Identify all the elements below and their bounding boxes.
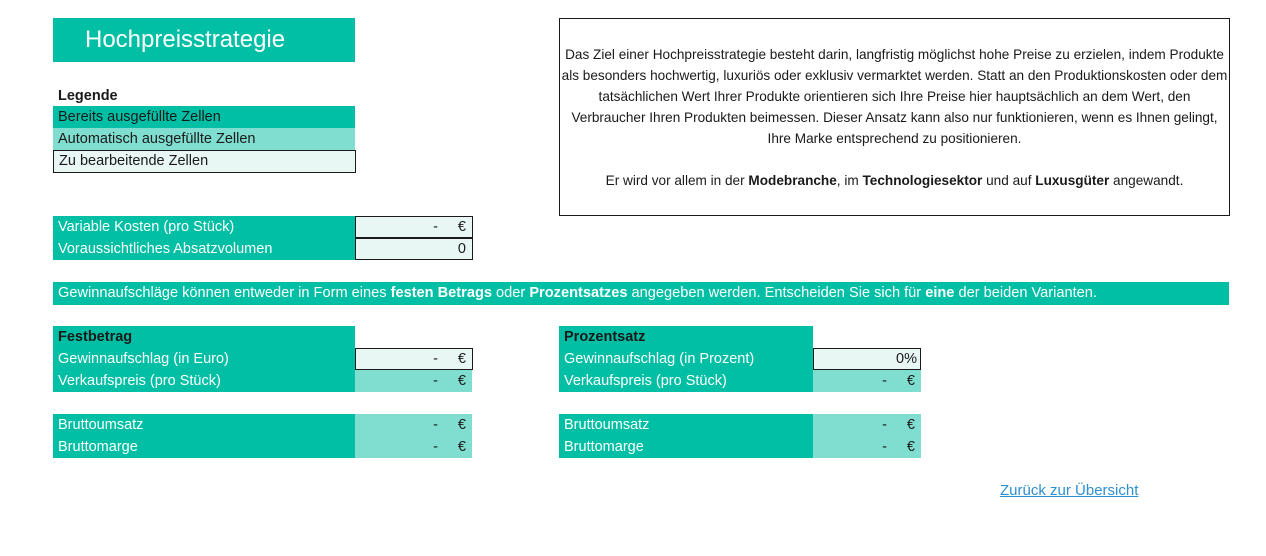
description-bold-fashion: Modebranche xyxy=(748,173,837,188)
percent-markup-label: Gewinnaufschlag (in Prozent) xyxy=(559,348,813,370)
fixed-margin-label: Bruttomarge xyxy=(53,436,355,458)
fixed-price-label: Verkaufspreis (pro Stück) xyxy=(53,370,355,392)
legend-autofilled: Automatisch ausgefüllte Zellen xyxy=(53,128,355,150)
percent-margin-value: - xyxy=(882,439,887,455)
banner-text: angegeben werden. Entscheiden Sie sich für xyxy=(627,285,926,301)
description-bold-tech: Technologiesektor xyxy=(862,173,983,188)
description-usage xyxy=(560,170,1229,191)
banner-text: oder xyxy=(492,285,530,301)
page-title: Hochpreisstrategie xyxy=(53,18,355,62)
euro-unit: € xyxy=(457,439,466,455)
fixed-revenue-cell xyxy=(355,414,472,436)
volume-value: 0 xyxy=(457,241,466,257)
volume-label: Voraussichtliches Absatzvolumen xyxy=(53,238,355,260)
variable-costs-input[interactable] xyxy=(355,216,473,238)
legend-prefilled: Bereits ausgefüllte Zellen xyxy=(53,106,355,128)
euro-unit: € xyxy=(457,373,466,389)
percent-price-cell xyxy=(813,370,921,392)
fixed-heading: Festbetrag xyxy=(53,326,355,348)
percent-revenue-cell xyxy=(813,414,921,436)
percent-revenue-value: - xyxy=(882,417,887,433)
euro-unit: € xyxy=(457,351,466,367)
banner-bold-fixed: festen Betrags xyxy=(390,285,492,301)
banner-bold-percent: Prozentsatzes xyxy=(529,285,628,301)
description-paragraph: Das Ziel einer Hochpreisstrategie besteht darin, langfristig möglichst hohe Preise zu erzielen, indem Produkte als besonders hochwertig, luxuriös oder exklusiv vermarktet werden. Statt an den Produktionskosten oder dem tatsächlichen Wert Ihrer Produkte orientieren sich Ihre Preise hier hauptsächlich an dem Wert, den Verbraucher Ihren Produkten beimessen. Dieser Ansatz kann also nur funktionieren, wenn es Ihnen gelingt, Ihre Marke entsprechend zu positionieren. xyxy=(561,47,1228,146)
fixed-markup-label: Gewinnaufschlag (in Euro) xyxy=(53,348,355,370)
fixed-markup-input[interactable] xyxy=(355,348,473,370)
variable-costs-label: Variable Kosten (pro Stück) xyxy=(53,216,355,238)
euro-unit: € xyxy=(906,373,915,389)
euro-unit: € xyxy=(457,219,466,235)
description-bold-luxury: Luxusgüter xyxy=(1035,173,1110,188)
description-text: , im xyxy=(836,173,863,188)
euro-unit: € xyxy=(457,417,466,433)
banner-text: Gewinnaufschläge können entweder in Form eines xyxy=(58,285,391,301)
percent-revenue-label: Bruttoumsatz xyxy=(559,414,813,436)
percent-margin-label: Bruttomarge xyxy=(559,436,813,458)
fixed-price-value: - xyxy=(433,373,438,389)
description-text: und auf xyxy=(982,173,1036,188)
description-text: angewandt. xyxy=(1109,173,1184,188)
back-to-overview-link[interactable]: Zurück zur Übersicht xyxy=(1000,482,1139,499)
percent-margin-cell xyxy=(813,436,921,458)
variable-costs-value: - xyxy=(433,219,438,235)
fixed-markup-value: - xyxy=(433,351,438,367)
banner-bold-one: eine xyxy=(925,285,955,301)
fixed-margin-value: - xyxy=(433,439,438,455)
legend-editable: Zu bearbeitende Zellen xyxy=(53,150,356,173)
percent-heading: Prozentsatz xyxy=(559,326,813,348)
banner-text: der beiden Varianten. xyxy=(954,285,1097,301)
euro-unit: € xyxy=(906,439,915,455)
description-text: Er wird vor allem in der xyxy=(605,173,749,188)
volume-input[interactable] xyxy=(355,238,473,260)
percent-markup-value: 0% xyxy=(896,351,917,367)
percent-price-label: Verkaufspreis (pro Stück) xyxy=(559,370,813,392)
markup-info-banner xyxy=(53,282,1229,305)
fixed-margin-cell xyxy=(355,436,472,458)
description-box xyxy=(559,18,1230,216)
percent-price-value: - xyxy=(882,373,887,389)
fixed-revenue-value: - xyxy=(433,417,438,433)
fixed-price-cell xyxy=(355,370,472,392)
euro-unit: € xyxy=(906,417,915,433)
fixed-revenue-label: Bruttoumsatz xyxy=(53,414,355,436)
legend-heading: Legende xyxy=(58,88,118,104)
percent-markup-input[interactable] xyxy=(813,348,921,370)
